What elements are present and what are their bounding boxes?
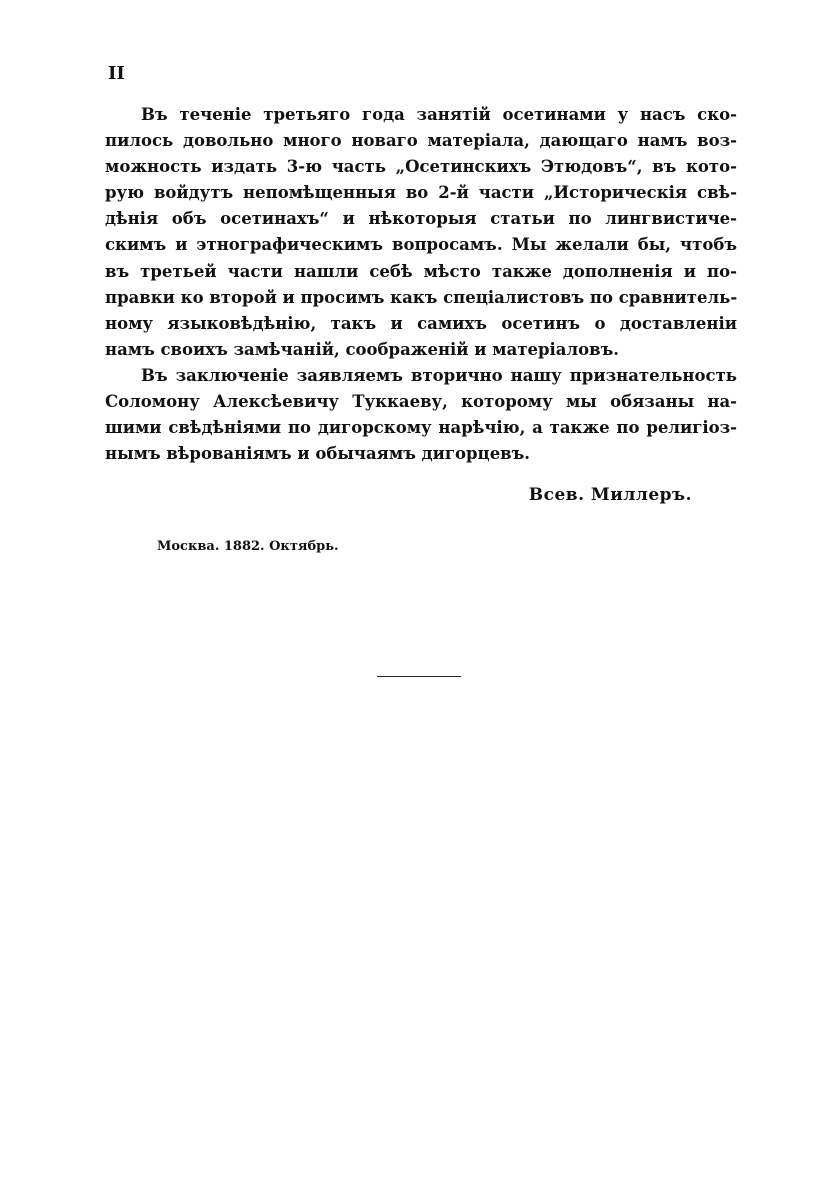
place-date-line: Москва. 1882. Октябрь. — [157, 539, 339, 554]
text-line: рую войдутъ непомѣщенныя во 2-й части „Историческія свѣ- — [105, 183, 737, 203]
author-signature: Всев. Миллеръ. — [528, 485, 692, 505]
text-line: въ третьей части нашли себѣ мѣсто также дополненія и по- — [105, 261, 737, 281]
text-line: намъ своихъ замѣчаній, соображеній и матеріаловъ. — [105, 339, 619, 359]
text-line: Въ заключеніе заявляемъ вторично нашу признательность — [141, 365, 737, 385]
page-number: II — [108, 63, 125, 84]
text-line: ному языковѣдѣнію, такъ и самихъ осетинъ о доставленіи — [105, 313, 737, 333]
text-line: пилось довольно много новаго матеріала, дающаго намъ воз- — [105, 131, 737, 151]
text-line: дѣнія объ осетинахъ“ и нѣкоторыя статьи по лингвистиче- — [105, 209, 737, 229]
text-line: шими свѣдѣніями по дигорскому нарѣчію, а также по религіоз- — [105, 418, 737, 438]
text-line: скимъ и этнографическимъ вопросамъ. Мы желали бы, чтобъ — [105, 235, 737, 255]
text-line: правки ко второй и просимъ какъ спеціалистовъ по сравнитель- — [105, 287, 738, 307]
text-line: Въ теченіе третьяго года занятій осетинами у насъ ско- — [141, 105, 737, 124]
text-line: Соломону Алексѣевичу Туккаеву, которому мы обязаны на- — [105, 392, 737, 412]
closing-rule — [377, 676, 461, 677]
text-line: можность издать 3-ю часть „Осетинскихъ Этюдовъ“, въ кото- — [105, 157, 737, 177]
preface-text — [105, 102, 737, 467]
text-line: нымъ вѣрованіямъ и обычаямъ дигорцевъ. — [105, 444, 531, 464]
